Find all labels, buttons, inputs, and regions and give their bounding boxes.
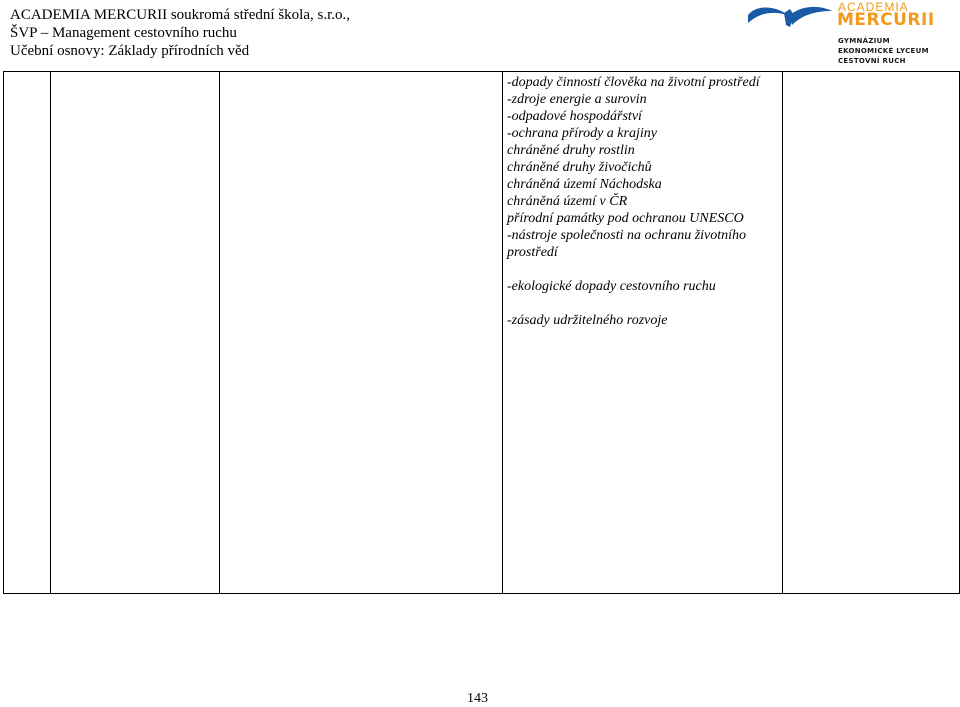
header-syllabus: Učební osnovy: Základy přírodních věd bbox=[10, 43, 250, 59]
table-bottom-border bbox=[3, 593, 960, 594]
topic-line: -dopady činností člověka na životní prostředí bbox=[507, 75, 760, 90]
topic-line: chráněná území v ČR bbox=[507, 194, 628, 209]
topic-line: -odpadové hospodářství bbox=[507, 109, 642, 124]
table-column-divider bbox=[219, 71, 220, 594]
document-header bbox=[10, 6, 350, 60]
logo-wings-icon bbox=[746, 3, 834, 29]
blank-line bbox=[507, 295, 777, 312]
topic-line: přírodní památky pod ochranou UNESCO bbox=[507, 211, 744, 226]
header-program: ŠVP – Management cestovního ruchu bbox=[10, 25, 237, 41]
topic-line: -ekologické dopady cestovního ruchu bbox=[507, 279, 716, 294]
logo-subtitle-cestovni-ruch: CESTOVNÍ RUCH bbox=[838, 57, 906, 65]
table-column-divider bbox=[3, 71, 4, 594]
topic-line: chráněné druhy živočichů bbox=[507, 160, 652, 175]
page-number: 143 bbox=[467, 691, 488, 706]
blank-line bbox=[507, 261, 777, 278]
header-school-name: ACADEMIA MERCURII soukromá střední škola, s.r.o., bbox=[10, 7, 350, 23]
topic-line: -zdroje energie a surovin bbox=[507, 92, 647, 107]
logo-subtitle-lyceum: EKONOMICKÉ LYCEUM bbox=[838, 47, 929, 55]
topic-line: prostředí bbox=[507, 245, 558, 260]
topic-line: -zásady udržitelného rozvoje bbox=[507, 313, 668, 328]
topic-line: chráněné druhy rostlin bbox=[507, 143, 635, 158]
table-column-divider bbox=[50, 71, 51, 594]
table-column-divider bbox=[782, 71, 783, 594]
logo-mercurii-text: MERCURII bbox=[837, 10, 935, 30]
logo-subtitle-gymnazium: GYMNÁZIUM bbox=[838, 37, 890, 45]
topic-line: chráněná území Náchodska bbox=[507, 177, 662, 192]
table-column-divider bbox=[502, 71, 503, 594]
topic-line: -nástroje společnosti na ochranu životního bbox=[507, 228, 747, 243]
table-top-border bbox=[3, 71, 960, 72]
academia-mercurii-logo bbox=[746, 0, 960, 70]
logo-academia-text: ACADEMIA bbox=[838, 0, 909, 14]
table-cell-topics bbox=[507, 74, 777, 329]
topic-line: -ochrana přírody a krajiny bbox=[507, 126, 657, 141]
